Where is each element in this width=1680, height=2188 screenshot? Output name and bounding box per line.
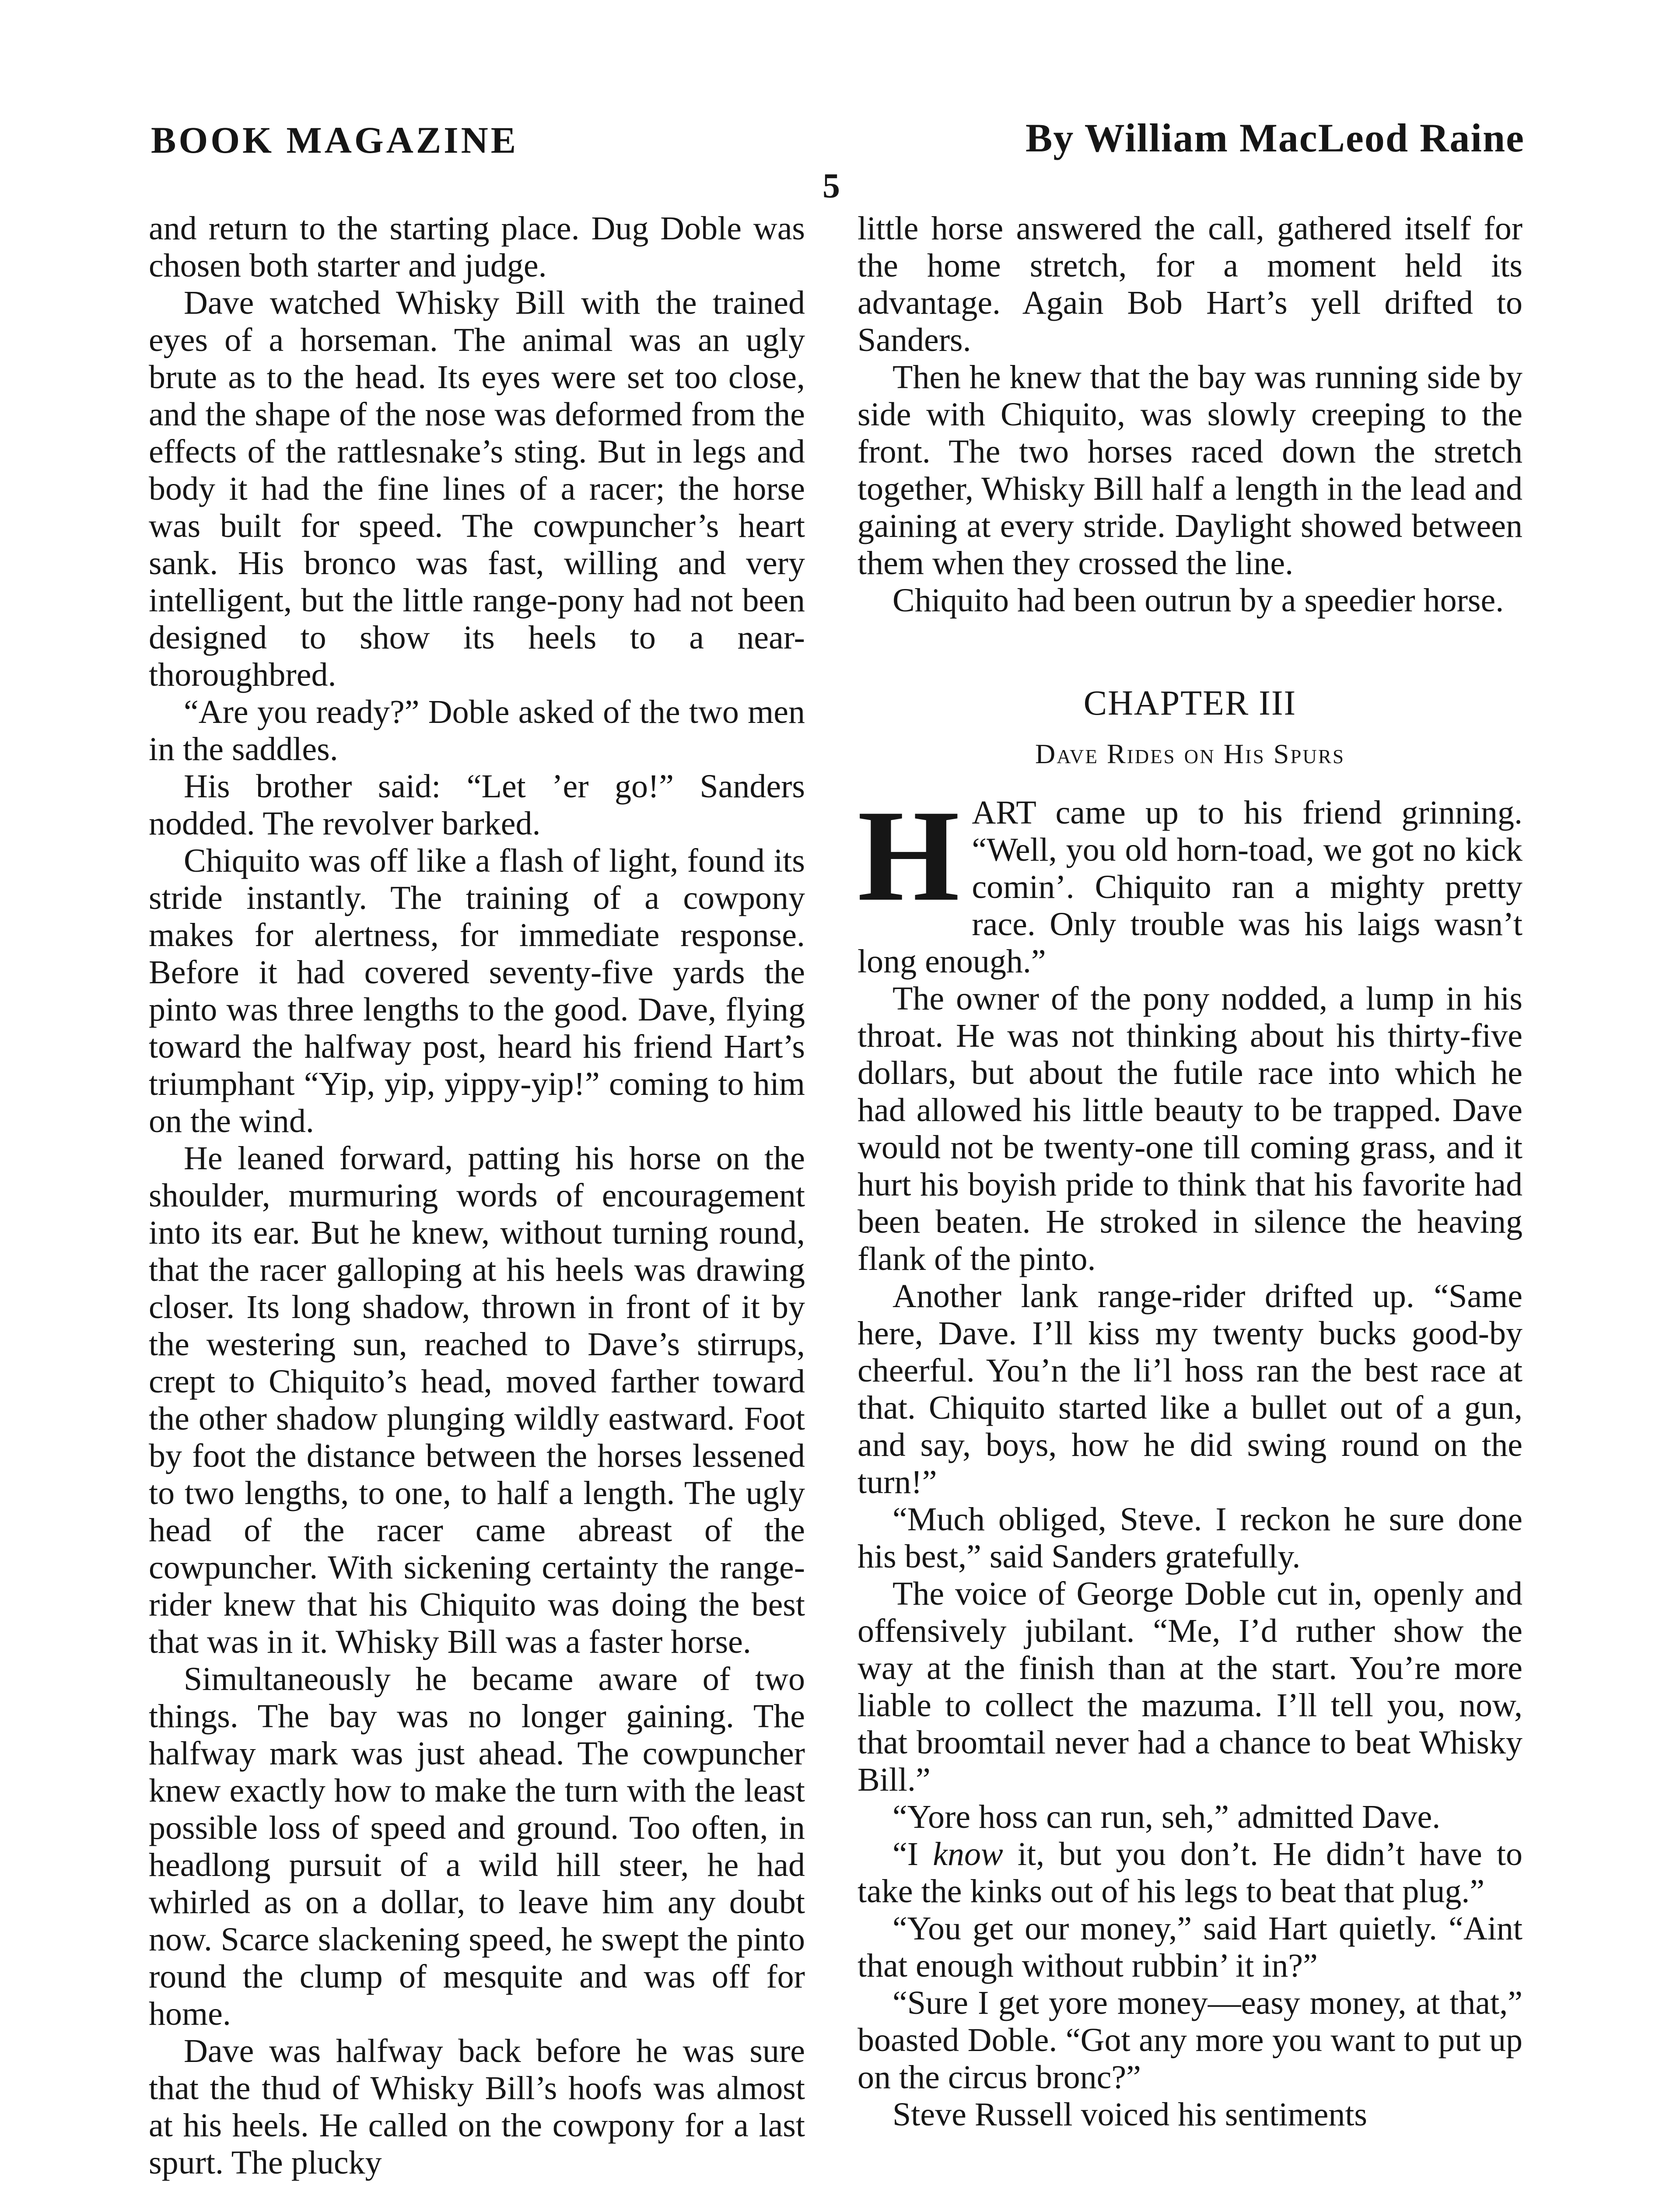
paragraph: “Yore hoss can run, seh,” admitted Dave. (892, 1799, 1441, 1835)
paragraph: and return to the starting place. Dug Doble was chosen both starter and judge. (149, 210, 805, 284)
paragraph: “Much obliged, Steve. I reckon he sure done his best,” said Sanders gratefully. (858, 1501, 1522, 1575)
paragraph: “You get our money,” said Hart quietly. “Aint that enough without rubbin’ it in?” (858, 1910, 1522, 1984)
paragraph: Another lank range-rider drifted up. “Same here, Dave. I’ll kiss my twenty bucks good-by cheerful. You’n the li’l hoss ran the best race at that. Chiquito started like a bullet out of a gun, and say, boys, how he did swing round on the turn!” (858, 1278, 1522, 1501)
text-run: it, but you don’t. He didn’t have to take the kinks out of his legs to beat that plug.” (858, 1836, 1523, 1910)
chapter-heading: CHAPTER III (1083, 684, 1297, 722)
paragraph: Then he knew that the bay was running side by side with Chiquito, was slowly creeping to the front. The two horses raced down the stretch together, Whisky Bill half a length in the lead and gaining at every stride. Daylight showed between them when they crossed the line. (858, 359, 1522, 582)
paragraph: Dave watched Whisky Bill with the trained eyes of a horseman. The animal was an ugly brute as to the head. Its eyes were set too close, and the shape of the nose was deformed from the effects of the rattlesnake’s sting. But in legs and body it had the fine lines of a racer; the horse was built for speed. The cowpuncher’s heart sank. His bronco was fast, willing and very intelligent, but the little range-pony had not been designed to show its heels to a near-thoroughbred. (149, 284, 805, 693)
paragraph: “Are you ready?” Doble asked of the two men in the saddles. (149, 694, 805, 768)
right-column (858, 210, 1522, 2133)
left-column (149, 210, 805, 2181)
paragraph: Dave was halfway back before he was sure that the thud of Whisky Bill’s hoofs was almost at his heels. He called on the cowpony for a last spurt. The plucky (149, 2033, 805, 2181)
paragraph: Steve Russell voiced his sentiments (892, 2096, 1368, 2133)
paragraph: His brother said: “Let ’er go!” Sanders nodded. The revolver barked. (149, 768, 805, 842)
paragraph: He leaned forward, patting his horse on the shoulder, murmuring words of encouragement into its ear. But he knew, without turning round, that the racer galloping at his heels was drawing closer. Its long shadow, thrown in front of it by the westering sun, reached to Dave’s stirrups, crept to Chiquito’s head, moved farther toward the other shadow plunging wildly eastward. Foot by foot the distance between the horses lessened to two lengths, to one, to half a length. The ugly head of the racer came abreast of the cowpuncher. With sickening certainty the range-rider knew that his Chiquito was doing the best that was in it. Whisky Bill was a faster horse. (149, 1140, 805, 1660)
drop-cap: H (858, 783, 960, 928)
opening-text: ART came up to his friend grinning. “Well, you old horn-toad, we got no kick comin’. Chiquito ran a mighty pretty race. Only trouble was his laigs wasn’t long enough.” (858, 794, 1522, 980)
emphasis: know (933, 1836, 1003, 1872)
running-header-left: BOOK MAGAZINE (151, 119, 519, 161)
paragraph: Simultaneously he became aware of two things. The bay was no longer gaining. The halfway mark was just ahead. The cowpuncher knew exactly how to make the turn with the least possible loss of speed and ground. Too often, in headlong pursuit of a wild hill steer, he had whirled as on a dollar, to leave him any doubt now. Scarce slackening speed, he swept the pinto round the clump of mesquite and was off for home. (149, 1661, 805, 2032)
paragraph: The owner of the pony nodded, a lump in his throat. He was not thinking about his thirty-five dollars, but about the futile race into which he had allowed his little beauty to be trapped. Dave would not be twenty-one till coming grass, and it hurt his boyish pride to think that his favorite had been beaten. He stroked in silence the heaving flank of the pinto. (858, 980, 1522, 1277)
paragraph: Chiquito was off like a flash of light, found its stride instantly. The training of a cowpony makes for alertness, for immediate response. Before it had covered seventy-five yards the pinto was three lengths to the good. Dave, flying toward the halfway post, heard his friend Hart’s triumphant “Yip, yip, yippy-yip!” coming to him on the wind. (149, 842, 805, 1140)
paragraph (858, 1836, 1522, 1910)
paragraph: Chiquito had been outrun by a speedier horse. (892, 582, 1504, 619)
paragraph: The voice of George Doble cut in, openly and offensively jubilant. “Me, I’d ruther show the way at the finish than at the start. You’re more liable to collect the mazuma. I’ll tell you, now, that broomtail never had a chance to beat Whisky Bill.” (858, 1575, 1522, 1798)
page-number: 5 (822, 167, 840, 205)
chapter-subtitle: Dave Rides on His Spurs (1035, 738, 1345, 769)
chapter-opening-paragraph (858, 783, 1522, 980)
text-run: “I (892, 1836, 933, 1872)
paragraph: “Sure I get yore money—easy money, at that,” boasted Doble. “Got any more you want to put up on the circus bronc?” (858, 1985, 1522, 2096)
paragraph: little horse answered the call, gathered itself for the home stretch, for a moment held its advantage. Again Bob Hart’s yell drifted to Sanders. (858, 210, 1522, 358)
running-header-right: By William MacLeod Raine (1026, 116, 1525, 160)
